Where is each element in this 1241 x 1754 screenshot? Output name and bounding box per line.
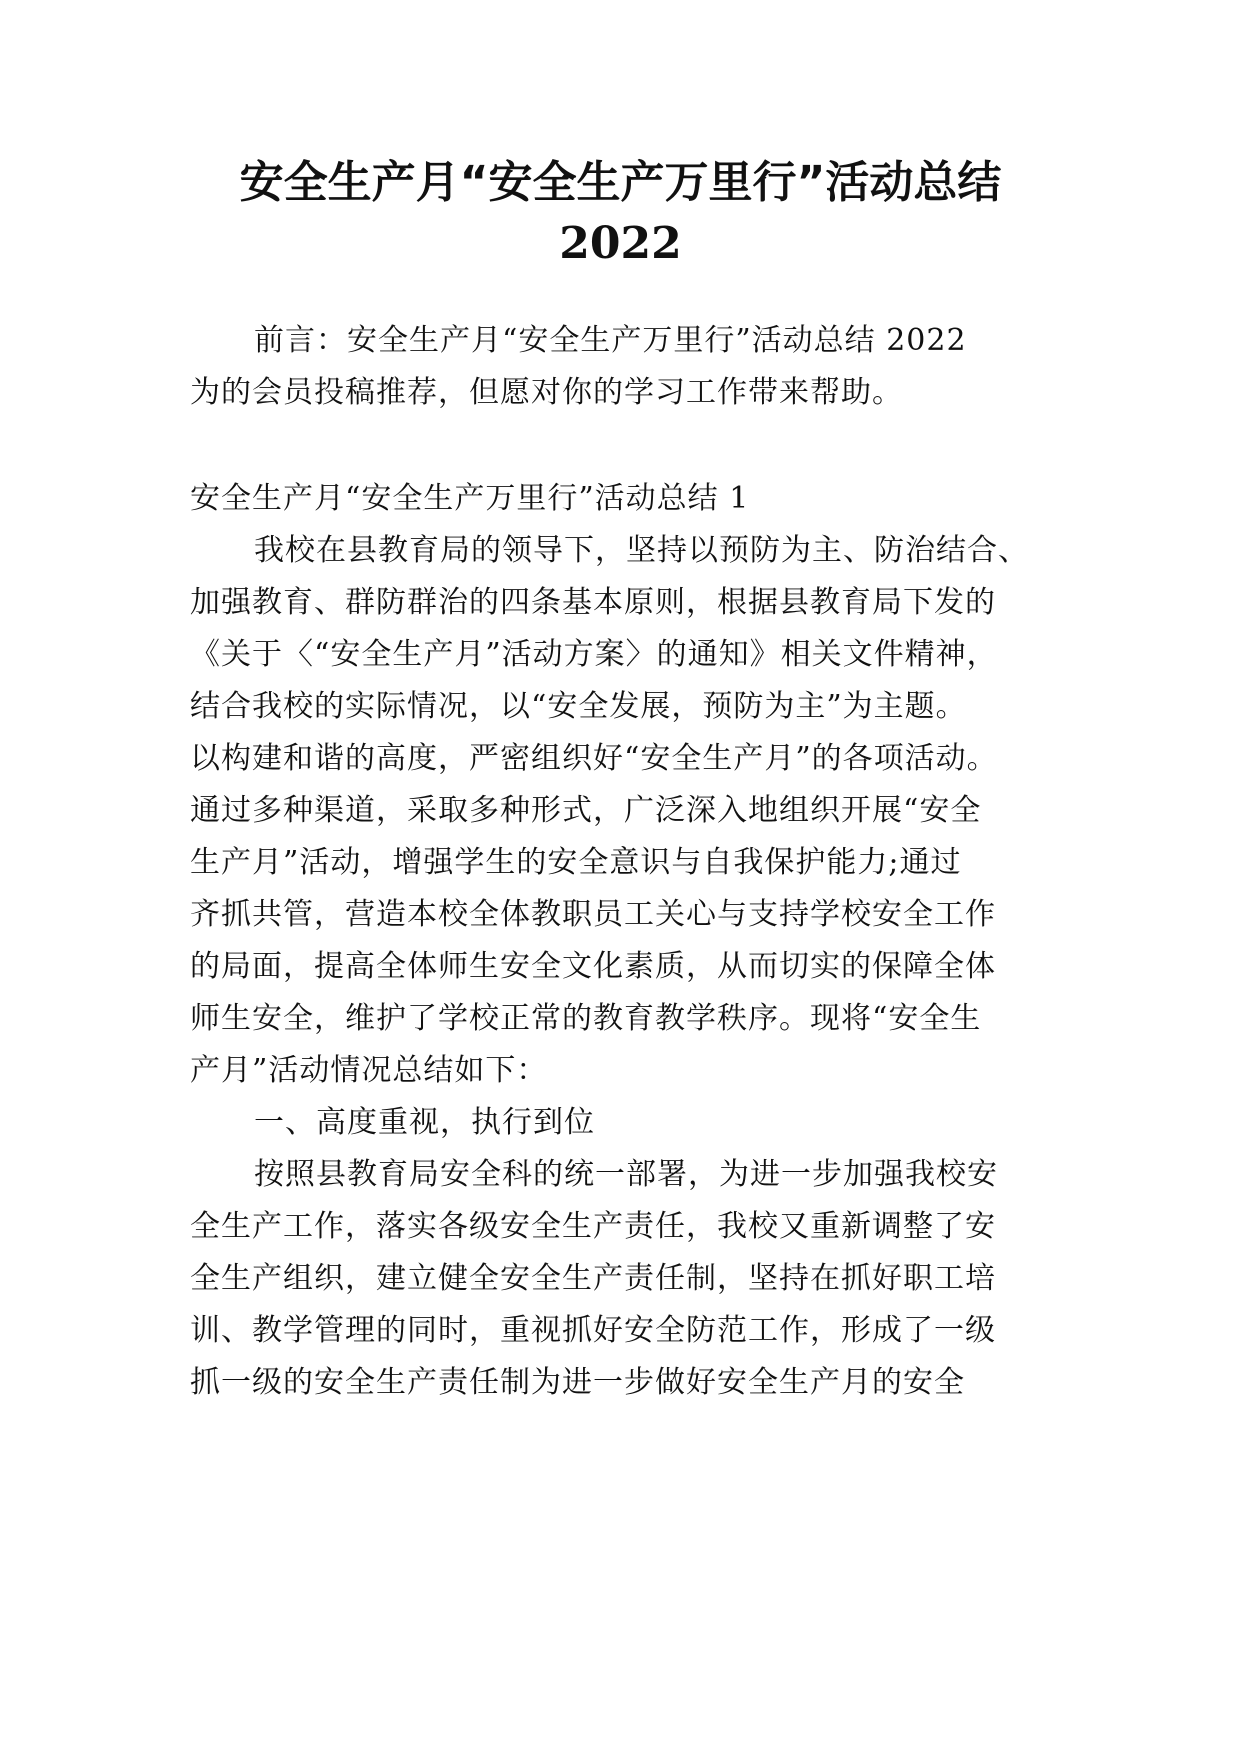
- section-heading: 安全生产月“安全生产万里行”活动总结 1: [190, 481, 750, 516]
- paragraph-line-10: 师生安全，维护了学校正常的教育教学秩序。现将“安全生: [190, 1001, 982, 1036]
- preface-line-2: 为的会员投稿推荐，但愿对你的学习工作带来帮助。: [190, 375, 903, 410]
- document-title-line2: 2022: [559, 218, 682, 269]
- paragraph-line-11: 产月”活动情况总结如下：: [190, 1053, 548, 1088]
- preface-line-1: 前言：安全生产月“安全生产万里行”活动总结 2022: [254, 323, 967, 358]
- paragraph-line-6: 通过多种渠道，采取多种形式，广泛深入地组织开展“安全: [190, 793, 982, 828]
- paragraph-line-3: 《关于〈“安全生产月”活动方案〉的通知》相关文件精神，: [190, 637, 998, 672]
- paragraph-line-8: 齐抓共管，营造本校全体教职员工关心与支持学校安全工作: [190, 897, 996, 932]
- paragraph-line-4: 结合我校的实际情况，以“安全发展，预防为主”为主题。: [190, 689, 967, 724]
- paragraph-line-1: 我校在县教育局的领导下，坚持以预防为主、防治结合、: [254, 533, 1029, 568]
- paragraph-line-5: 以构建和谐的高度，严密组织好“安全生产月”的各项活动。: [190, 741, 998, 776]
- subheading-one: 一、高度重视，执行到位: [254, 1105, 595, 1140]
- paragraph2-line-4: 训、教学管理的同时，重视抓好安全防范工作，形成了一级: [190, 1313, 996, 1348]
- paragraph2-line-1: 按照县教育局安全科的统一部署，为进一步加强我校安: [254, 1157, 998, 1192]
- paragraph-line-2: 加强教育、群防群治的四条基本原则，根据县教育局下发的: [190, 585, 996, 620]
- document-title-line1: 安全生产月“安全生产万里行”活动总结: [239, 157, 1002, 208]
- paragraph2-line-2: 全生产工作，落实各级安全生产责任，我校又重新调整了安: [190, 1209, 996, 1244]
- paragraph-line-9: 的局面，提高全体师生安全文化素质，从而切实的保障全体: [190, 949, 996, 984]
- paragraph-line-7: 生产月”活动，增强学生的安全意识与自我保护能力;通过: [190, 845, 962, 880]
- paragraph2-line-3: 全生产组织，建立健全安全生产责任制，坚持在抓好职工培: [190, 1261, 996, 1296]
- paragraph2-line-5: 抓一级的安全生产责任制为进一步做好安全生产月的安全: [190, 1365, 965, 1400]
